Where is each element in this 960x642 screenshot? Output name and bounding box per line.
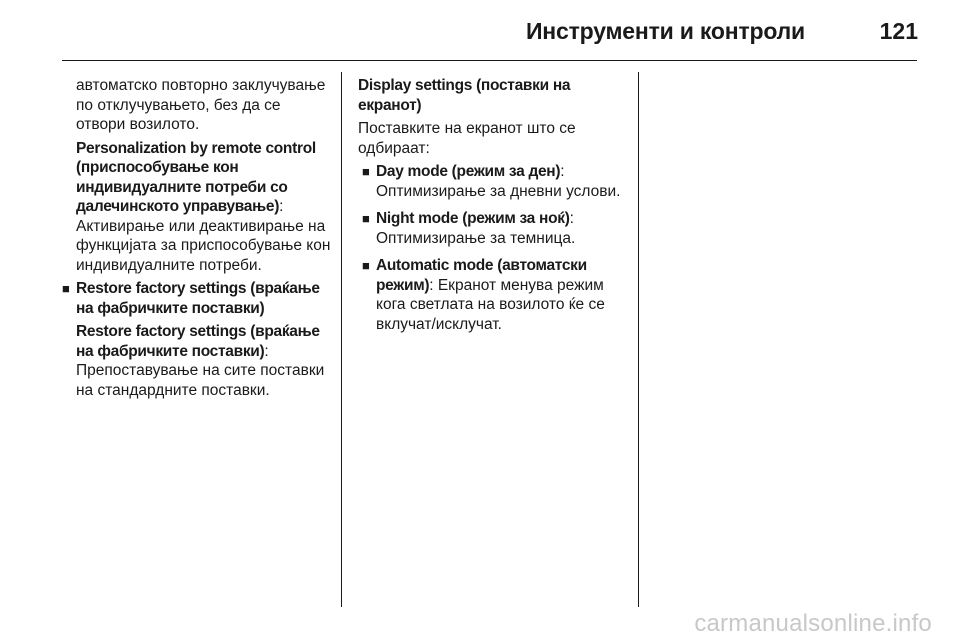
list-item-restore xyxy=(62,279,334,404)
intro-paragraph: автоматско повторно заклучување по отклучувањето, без да се отвори возилото. xyxy=(76,77,326,133)
page-number: 121 xyxy=(879,18,918,44)
middle-column xyxy=(358,76,630,342)
personalization-text: : Активирање или деактивирање на функцијата за приспособување кон индивидуалните потреби. xyxy=(76,198,331,274)
list-item-day xyxy=(362,162,630,205)
restore-sub-heading: Restore factory settings (враќање на фабричките поставки) xyxy=(76,323,320,360)
restore-item-heading: Restore factory settings (враќање на фабричките поставки) xyxy=(76,280,320,317)
restore-paragraph xyxy=(76,322,334,400)
list-item-auto xyxy=(362,256,630,338)
display-intro: Поставките на екранот што се одбираат: xyxy=(358,120,576,157)
list-item-night xyxy=(362,209,630,252)
display-heading: Display settings (поставки на екранот) xyxy=(358,77,571,114)
personalization-paragraph xyxy=(76,139,334,276)
bullet-icon: ■ xyxy=(362,211,370,226)
column-divider-right xyxy=(638,72,639,607)
night-text: : Оптимизирање за темница. xyxy=(376,210,576,247)
night-heading: Night mode (режим за ноќ) xyxy=(376,210,570,227)
page-title: Инструменти и контроли xyxy=(525,18,805,44)
bullet-icon: ■ xyxy=(362,258,370,273)
restore-text: : Препоставување на сите поставки на стандардните поставки. xyxy=(76,342,325,399)
left-column xyxy=(62,76,334,408)
column-divider-left xyxy=(341,72,342,607)
bullet-icon: ■ xyxy=(62,281,70,296)
auto-heading: Automatic mode (автоматски режим) xyxy=(376,257,587,294)
bullet-icon: ■ xyxy=(362,164,370,179)
personalization-heading: Personalization by remote control (приспособување кон индивидуалните потреби со далечинското управување) xyxy=(76,139,316,215)
day-heading: Day mode (режим за ден) xyxy=(376,163,561,180)
header-rule xyxy=(62,60,917,61)
day-text: : Оптимизирање за дневни услови. xyxy=(376,163,621,200)
watermark: carmanualsonline.info xyxy=(694,610,932,637)
auto-text: : Екранот менува режим кога светлата на возилото ќе се вклучат/исклучат. xyxy=(376,276,605,333)
